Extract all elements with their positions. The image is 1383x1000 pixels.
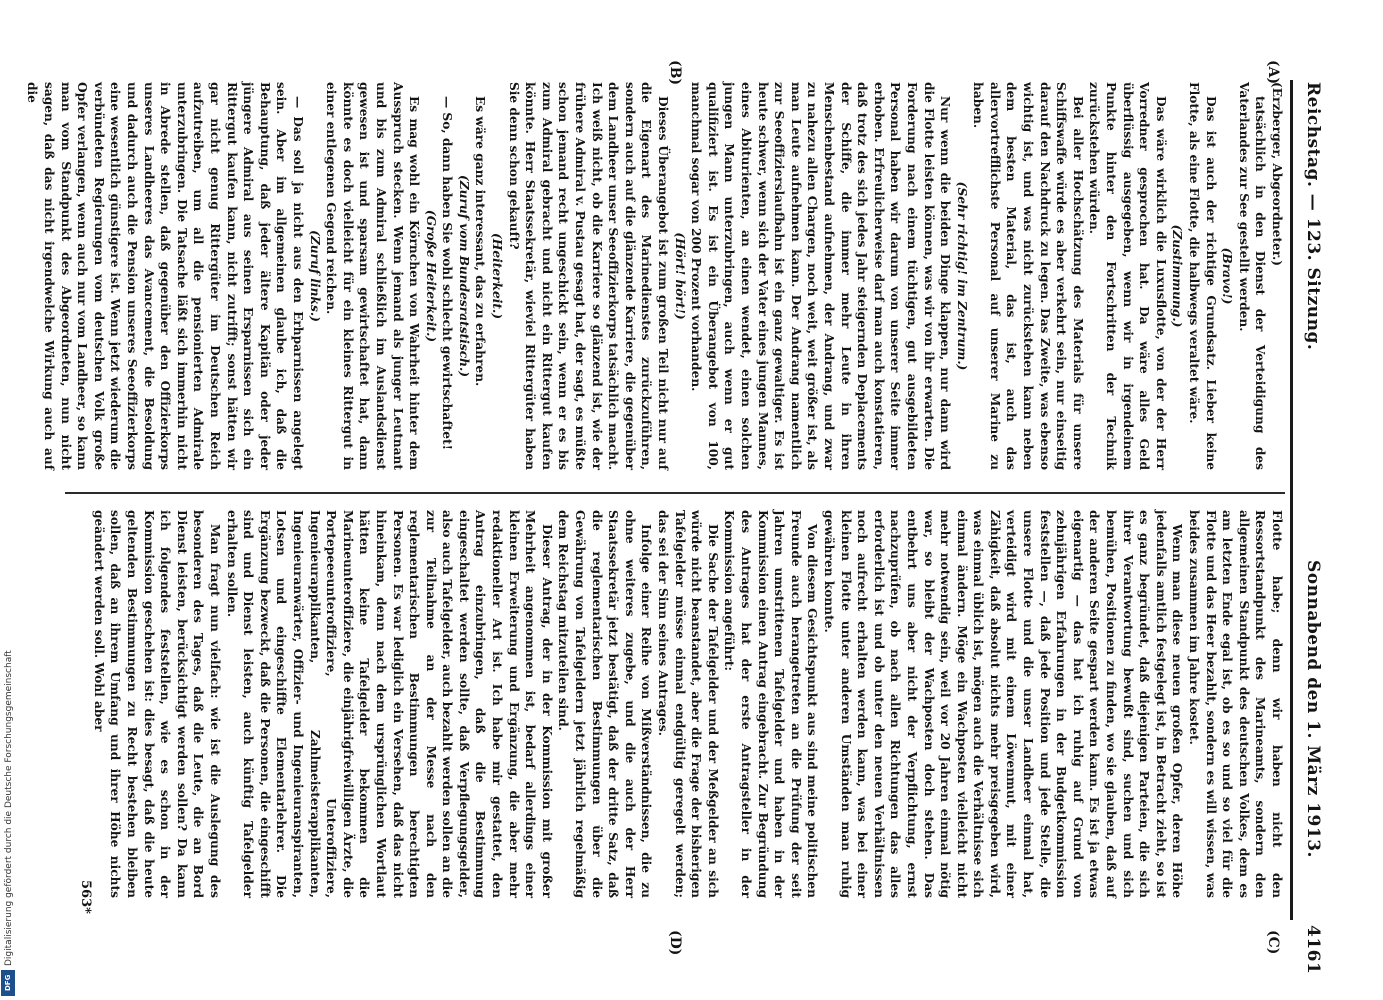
paragraph: (Erzberger, Abgeordneter.) (1270, 82, 1284, 267)
paragraph: Dieser Antrag, der in der Kommission mit großer Mehrheit angenommen ist, bedarf allerdings einer kleinen Erweiterung und Ergänzung, die aber mehr redaktioneller Art ist. Ich habe mir gestattet, den Antrag einzubringen, daß die Bestimmung eingeschaltet werden sollte, daß Verpflegungsgelder, also auch Tafelgelder, auch bezahlt werden sollen an die zur Teilnahme an der Messe nach den reglementarischen Bestimmungen berechtigten Personen. Es war lediglich ein Versehen, daß das nicht hineinkam, denn nach dem ursprünglichen Wortlaut hätten keine Tafelgelder bekommen die Marineunteroffiziere, die einjährigfreiwilligen Ärzte, die Portepeeeunteroffiziere, Unteroffiziere, Ingenieurapplikanten, Zahlmeisterapplikanten, Ingenieuranwärter, Offizier- und Ingenieuranspiranten, Lotsen und eingeschiffte Elementarlehrer. Die Ergänzung bezweckt, daß die Personen, die eingeschifft sind und Dienst leisten, auch künftig Tafelgelder erhalten sollen. (224, 510, 554, 898)
dfg-logo-icon: DFG (1, 970, 15, 996)
interjection: (Zustimmung.) (1170, 224, 1185, 328)
paragraph: Bei aller Hochschätzung des Materials für unsere Schiffswaffe würde es aber verkehrt sein, nur einseitig darauf den Nachdruck zu legen. Das Zweite, was ebenso wichtig ist, und was nicht zurückstehen kann neben dem besten Material, das ist, auch das allervortrefflichste Personal auf unserer Marine zu haben. (971, 82, 1085, 470)
margin-marker-a: (A) (1265, 60, 1281, 85)
paragraph: Es mag wohl ein Körnchen von Wahrheit hinter dem Ausspruch stecken. Wenn jemand als junger Leutnant und bis zum Admiral schließlich im Auslandsdienst gewesen ist und sparsam gewirtschaftet hat, dann könnte es doch vielleicht für ein kleines Rittergut in einer entlegenen Gegend reichen. (324, 82, 422, 470)
funding-note: Digitalisierung gefördert durch die Deutsche Forschungsgemeinschaft (4, 650, 14, 966)
header-session: Reichstag. — 123. Sitzung. (1303, 82, 1323, 351)
paragraph: Es wäre ganz interessant, das zu erfahren. (473, 96, 488, 387)
interjection: (Zuruf vom Bundesratstisch.) (456, 174, 471, 378)
header-date: Sonnabend den 1. März 1913. (1303, 560, 1323, 858)
funding-sidebar (0, 0, 16, 1000)
column-divider (65, 492, 1285, 494)
interjection: (Große Heiterkeit.) (423, 209, 438, 343)
margin-marker-c: (C) (1265, 930, 1281, 955)
paragraph: Man fragt nun vielfach: wie ist die Auslegung des besonderen des Tages, daß die Leute, die an Bord Dienst leisten, berücksichtigt werden sollen? Da kann ich folgendes feststellen, wie es schon in der Kommission geschehen ist: dies besagt, daß die heute geltenden Bestimmungen zu Recht bestehen bleiben sollen, daß an ihrem Umfang und ihrer Höhe nichts geändert werden soll. Wohl aber (91, 510, 222, 898)
right-column (85, 510, 1285, 898)
page-number: 4161 (1303, 925, 1323, 975)
signature-mark: 563* (78, 880, 93, 914)
left-column (25, 82, 1285, 471)
paragraph: — Das soll ja nicht aus den Erhparnissen angelegt sein. Aber im allgemeinen glaube ich, daß die Behauptung, daß jeder ältere Kapitän oder jeder jüngere Admiral aus seinen Ersparnissen sich ein Rittergut kaufen kann, nicht zutrifft; sonst hätten wir gar nicht genug Rittergüter im Deutschen Reich aufzutreiben, um all die pensionierten Admirale unterzubringen. Die Tatsache läßt sich immerhin nicht in Abrede stellen, daß gegenüber den Offizierkorps unseres Landheeres das Avancement, die Besoldung und dadurch auch die Pension unseres Seeoffizierkorps eine wesentlich günstigere ist. Wenn jetzt wiederum die verbündeten Regierungen vom deutschen Volk große Opfer verlangen, wenn auch nur vom Landheer, so kann man vom Standpunkt des Abgeordneten, nun nicht sagen, daß das nicht irgendwelche Wirkung auch auf die (25, 82, 305, 470)
interjection: (Sehr richtig! im Zentrum.) (954, 181, 969, 371)
paragraph: Nur wenn die beiden Dinge klappen, nur dann wird die Flotte leisten können, was wir von ihr erwarten. Die Forderung nach einem tüchtigen, gut ausgebildeten Personal haben wir darum von unserer Seite immer erhoben. Erfreulicherweise darf man auch konstatieren, daß trotz des sich jedes Jahr steigernden Deplacements der Schiffe, die immer mehr Leute in ihren Menschenbestand aufnehmen, der Andrang, und zwar zu nahezu allen Chargen, noch weit, weit größer ist, als man Leute aufnehmen kann. Der Andrang namentlich zur Seeoffizierslaufbahn ist ein ganz gewaltiger. Es ist heute schwer, wenn sich der Vater eines jungen Mannes, eines Abiturienten, an einen wendet, einen solchen jungen Mann unterzubringen, auch wenn er gut qualifiziert ist. Es ist ein Überangebot von 100, manchmal sogar von 200 Prozent vorhanden. (689, 82, 953, 470)
paragraph: Das ist auch der richtige Grundsatz. Lieber keine Flotte, als eine Flotte, die halbwegs veraltet wäre. (1187, 82, 1218, 470)
interjection: (Hört! hört!) (672, 232, 687, 320)
header-rule (1290, 80, 1293, 920)
paragraph: Flotte habe; denn wir haben nicht den Ressortstandpunkt des Marineamts, sondern den allgemeinen Standpunkt des deutschen Volkes, dem es am letzten Ende egal ist, ob es so und so viel für die Flotte und das Heer bezahlt, sondern es will wissen, was beides zusammen im Jahre kostet. (1187, 510, 1284, 898)
paragraph: Von diesem Gesichtspunkt aus sind meine politischen Freunde auch herangetreten an die Prüfung der seit Jahren umstrittenen Tafelgelder und haben in der Kommission einen Antrag eingebracht. Zur Begründung des Antrages hat der erste Antragsteller in der Kommission angeführt: (722, 510, 820, 898)
paragraph: tatsächlich in den Dienst der Verteidigung des Vaterlandes zur See gestellt werden. (1236, 82, 1268, 470)
interjection: (Bravo!) (1220, 247, 1235, 305)
interjection: (Heiterkeit.) (490, 233, 505, 319)
page-header (1283, 0, 1331, 1000)
paragraph: Wenn man diese neuen großen Opfer, deren Höhe jedenfalls amtlich festgelegt ist, in Betracht zieht, so ist es ganz begründet, daß diejenigen Parteien, die sich ihrer Verantwortung bewußt sind, suchen und sich bemühen, Positionen zu finden, wo sie glauben, daß auf der anderen Seite gespart werden kann. Es ist ja etwas eigenartig — das hat ich ruhig auf Grund von zehnjährigen Erfahrungen in der Budgetkommission feststellen —, daß jede Position und jede Stelle, die unsere Flotte und die unser Landheer einmal hat, verteidigt wird mit einem Löwenmut, mit einer Zähigkeit, daß absolut nichts mehr preisgegeben wird, was einmal üblich ist, mögen auch die Verhältnisse sich einmal ändern. Möge ein Wachposten vielleicht nicht mehr notwendig sein, weil vor 20 Jahren einmal nötig war, so bleibt der Wachposten doch stehen. Das entbehrt uns aber nicht der Verpflichtung, ernst nachzuprüfen, ob nach allen Richtungen das alles erforderlich ist und ob unter den neuen Verhältnissen noch aufrecht erhalten werden kann, was bei einer kleinen Flotte unter anderen Umständen man ruhig gewähren konnte. (821, 510, 1185, 898)
paragraph: — So, dann haben Sie wohl schlecht gewirtschaftet! (440, 96, 455, 450)
paragraph: Infolge einer Reihe von Mißverständnissen, die zu ohne weiteres zugebe, und die auch der Herr Staatssekretär jetzt bestätigt, daß der dritte Satz, daß die reglementarischen Bestimmungen über die Gewährung von Tafelgeldern jetzt jährlich regelmäßig dem Reichstag mitzuteilen sind. (556, 510, 654, 898)
paragraph: Das wäre wirklich die Luxusflotte, von der der Herr Vorredner gesprochen hat. Da wäre alles Geld überflüssig ausgegeben, wenn wir in irgendeinem Punkte hinter den Fortschritten der Technik zurückstehen würden. (1087, 82, 1168, 470)
paragraph: Die Sache der Tafelgelder und der Meßgelder an sich würde nicht beanstandet, aber die Frage der bisherigen Tafelgelder müsse einmal endgültig geregelt werden; das sei der Sinn seines Antrages. (656, 510, 720, 898)
interjection: (Zuruf links.) (307, 230, 322, 322)
paragraph: Dieses Überangebot ist zum großen Teil nicht nur auf die Eigenart des Marinedienstes zurückzuführen, sondern auch auf die glänzende Karriere, die gegenüber dem Landheer unser Seeoffizierkorps tatsächlich macht. Ich weiß nicht, ob die Karriere so glänzend ist, wie der frühere Admiral v. Pustau gesagt hat, der sagt, es müßte schon jemand recht ungeschickt sein, wenn er es bis zum Admiral gebracht und nicht ein Rittergut kaufen könnte. Herr Staatssekretär, wieviel Rittergüter haben Sie denn schon gekauft? (506, 82, 671, 471)
margin-marker-b: (B) (667, 60, 683, 86)
margin-marker-d: (D) (667, 930, 683, 956)
